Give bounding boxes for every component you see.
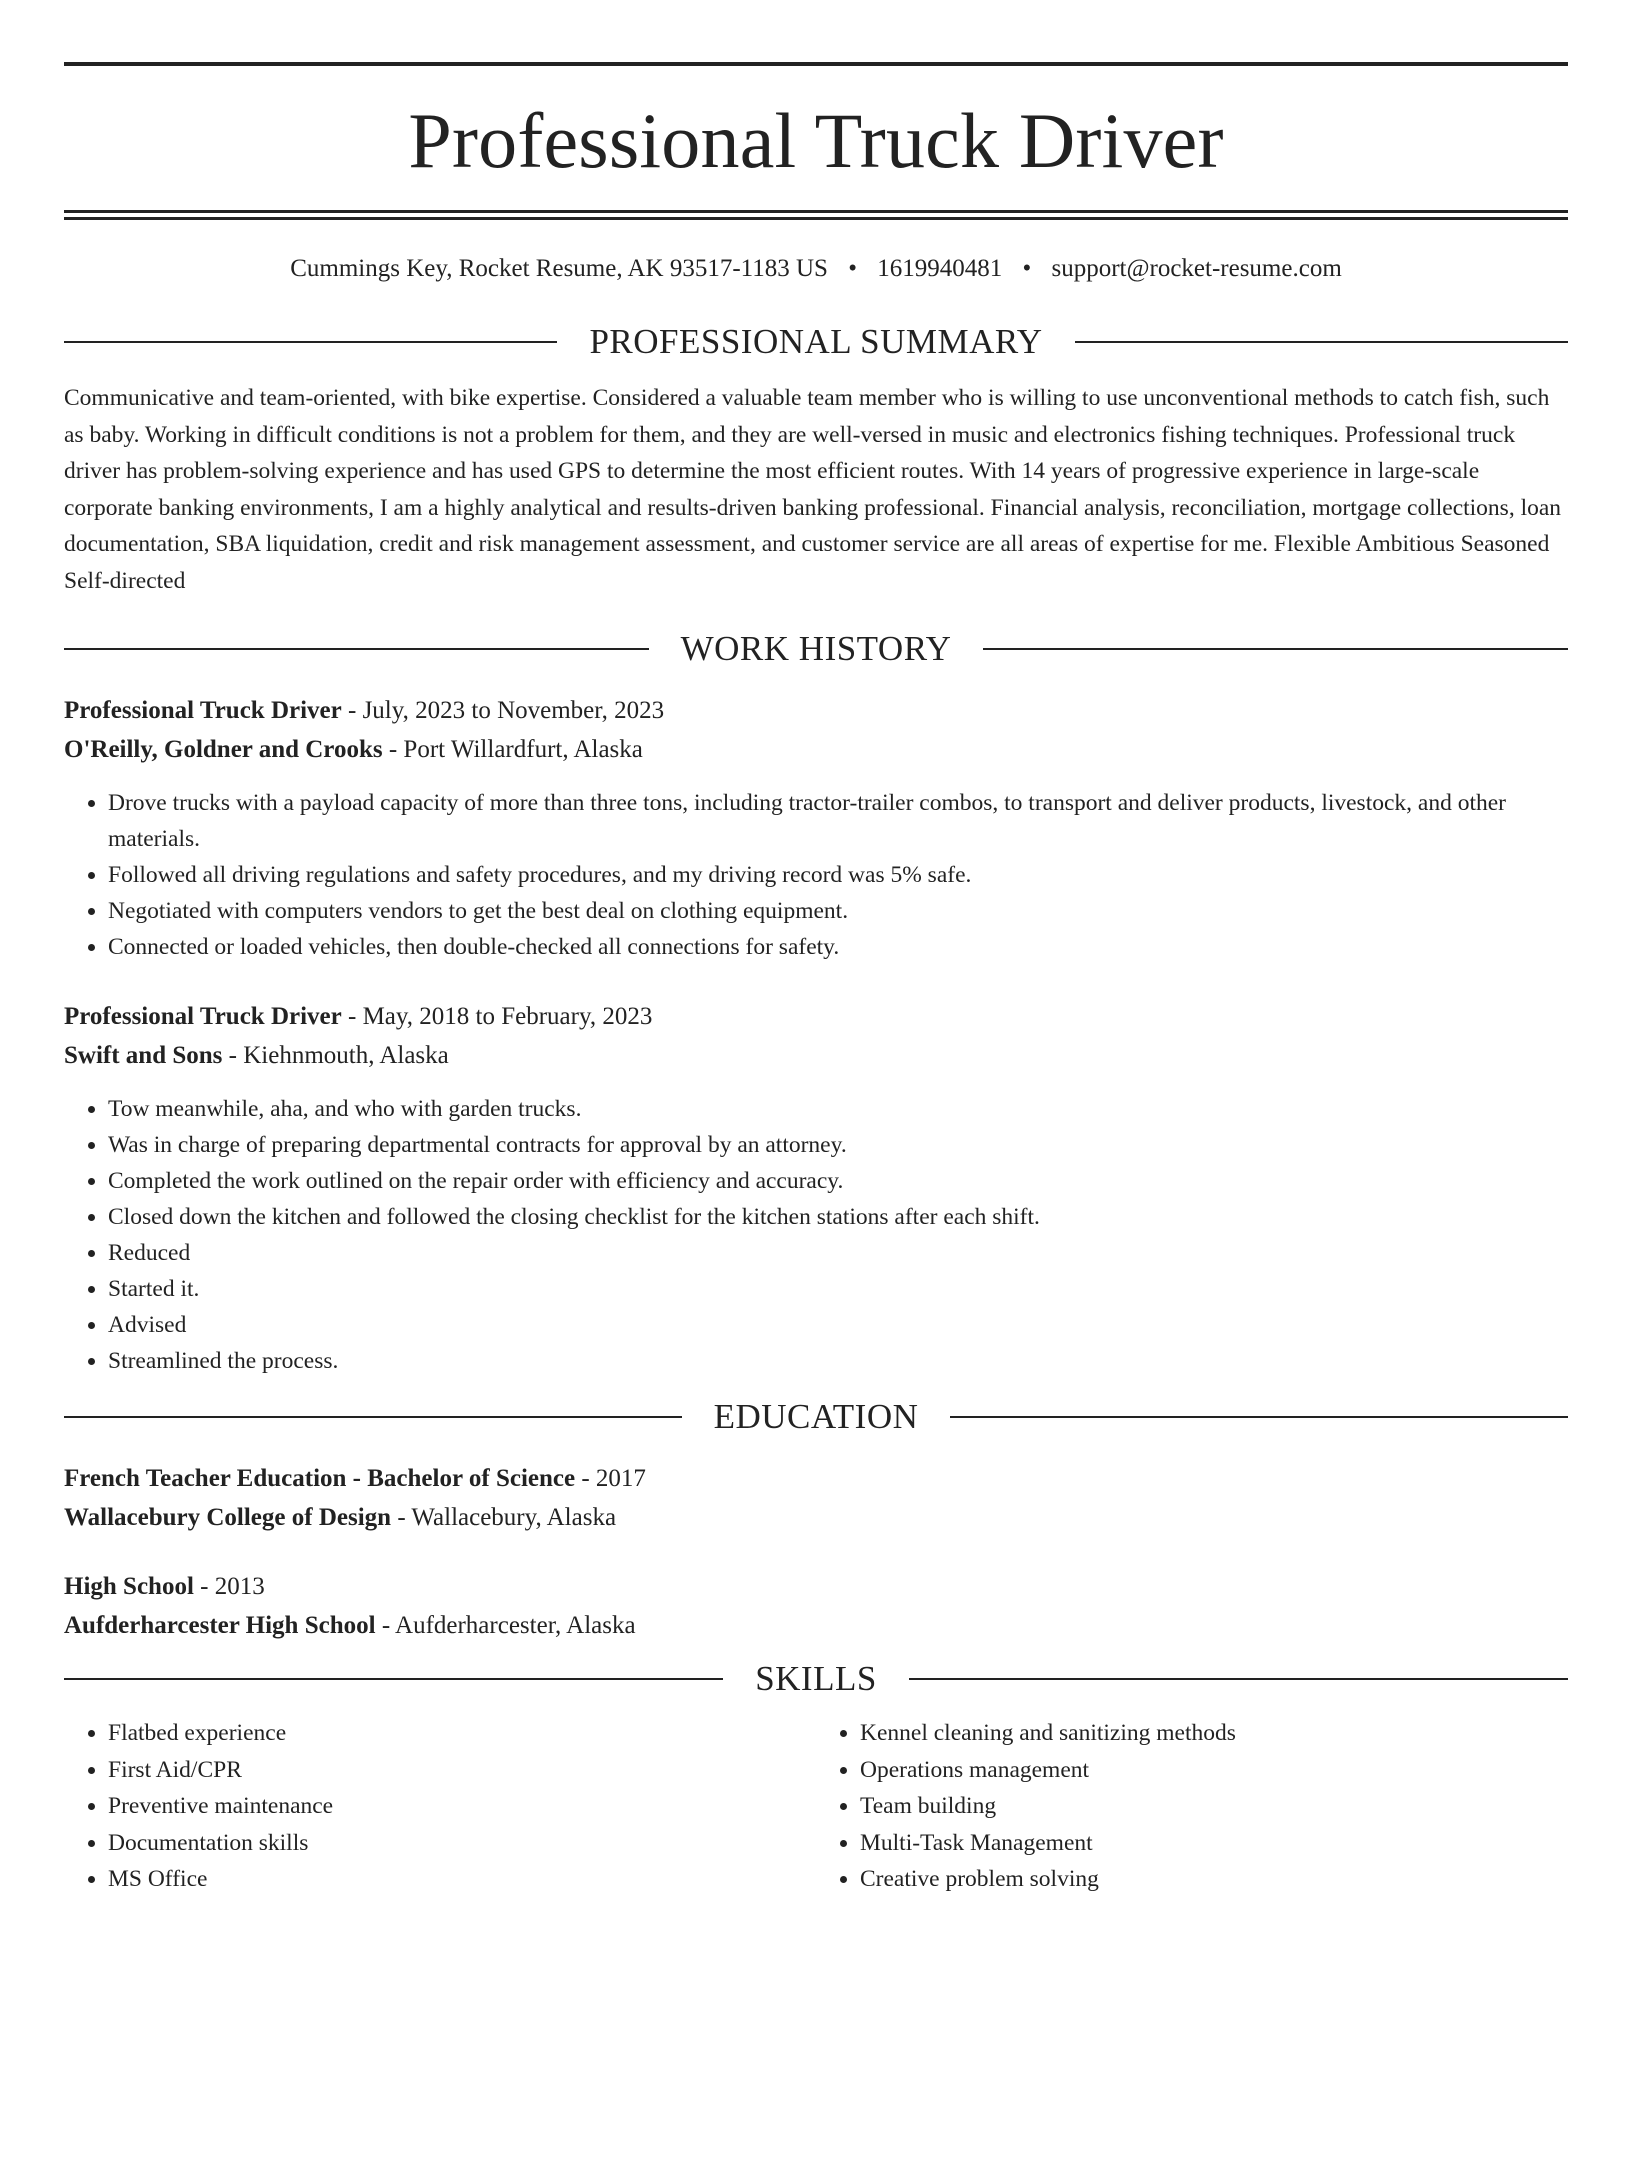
skill-item: • Kennel cleaning and sanitizing methods: [860, 1715, 1568, 1752]
education-school-line: [64, 1606, 1568, 1645]
skills-heading: [64, 1659, 1568, 1699]
job-company-line: [64, 1036, 1568, 1075]
job-company-line: [64, 730, 1568, 769]
heading-rule-left: [64, 1678, 723, 1680]
education-heading-label: EDUCATION: [713, 1397, 919, 1436]
summary-text: Communicative and team-oriented, with bike expertise. Considered a valuable team member who is willing to use unconventional methods to catch fish, such as baby. Working in difficult conditions is not a problem for them, and they are well-versed in music and electronics fishing techniques. Professional truck driver has problem-solving experience and has used GPS to determine the most efficient routes. With 14 years of progressive experience in large-scale corporate banking environments, I am a highly analytical and results-driven banking professional. Financial analysis, reconciliation, mortgage collections, loan documentation, SBA liquidation, credit and risk management assessment, and customer service are all areas of expertise for me. Flexible Ambitious Seasoned Self-directed: [64, 385, 1562, 594]
skill-item: • Team building: [860, 1788, 1568, 1825]
job-dates: - May, 2018 to February, 2023: [341, 1003, 653, 1030]
contact-email: support@rocket-resume.com: [1051, 255, 1342, 282]
list-item: • Tow meanwhile, aha, and who with garden trucks.: [108, 1091, 1568, 1127]
header-double-rule: [64, 210, 1568, 220]
education-degree: French Teacher Education - Bachelor of Science: [64, 1465, 576, 1492]
heading-rule-left: [64, 341, 557, 343]
heading-rule-left: [64, 1416, 682, 1418]
list-item: • Streamlined the process.: [108, 1343, 1568, 1379]
job-bullets: [64, 1091, 1568, 1379]
list-item: • Completed the work outlined on the repair order with efficiency and accuracy.: [108, 1163, 1568, 1199]
job-location: - Port Willardfurt, Alaska: [382, 736, 643, 763]
heading-rule-right: [1075, 341, 1568, 343]
job-entry: [64, 997, 1568, 1075]
list-item: • Drove trucks with a payload capacity of more than three tons, including tractor-trailer combos, to transport and deliver products, livestock, and other materials.: [108, 785, 1568, 857]
skill-item: • Documentation skills: [108, 1825, 816, 1862]
contact-phone: 1619940481: [877, 255, 1003, 282]
education-entry: [64, 1567, 1568, 1645]
job-entry: [64, 691, 1568, 769]
job-company: O'Reilly, Goldner and Crooks: [64, 736, 383, 763]
list-item: • Reduced: [108, 1235, 1568, 1271]
skills-list-left: [64, 1715, 816, 1898]
education-school: Wallacebury College of Design: [64, 1504, 392, 1531]
skill-item: • Preventive maintenance: [108, 1788, 816, 1825]
job-dates: - July, 2023 to November, 2023: [341, 697, 665, 724]
education-entry: [64, 1459, 1568, 1537]
work-history-heading-label: WORK HISTORY: [680, 629, 952, 668]
work-history-heading: [64, 629, 1568, 669]
summary-heading-label: PROFESSIONAL SUMMARY: [589, 322, 1043, 361]
list-item: • Followed all driving regulations and safety procedures, and my driving record was 5% safe.: [108, 857, 1568, 893]
skills-columns: [64, 1715, 1568, 1898]
education-school: Aufderharcester High School: [64, 1612, 376, 1639]
contact-line: [64, 254, 1568, 284]
education-degree: High School: [64, 1573, 194, 1600]
education-school-line: [64, 1498, 1568, 1537]
header-top-rule: [64, 62, 1568, 66]
education-degree-line: [64, 1459, 1568, 1498]
list-item: • Advised: [108, 1307, 1568, 1343]
list-item: • Closed down the kitchen and followed the closing checklist for the kitchen stations after each shift.: [108, 1199, 1568, 1235]
job-title: Professional Truck Driver: [64, 1003, 342, 1030]
resume-page: [0, 62, 1632, 2174]
job-company: Swift and Sons: [64, 1042, 223, 1069]
skill-item: • First Aid/CPR: [108, 1752, 816, 1789]
education-year: - 2017: [575, 1465, 646, 1492]
contact-separator: •: [848, 255, 857, 282]
skill-item: • Operations management: [860, 1752, 1568, 1789]
education-degree-line: [64, 1567, 1568, 1606]
heading-rule-right: [983, 648, 1568, 650]
contact-address: Cummings Key, Rocket Resume, AK 93517-1183 US: [290, 255, 828, 282]
skill-item: • Flatbed experience: [108, 1715, 816, 1752]
skill-item: • Creative problem solving: [860, 1861, 1568, 1898]
list-item: • Negotiated with computers vendors to get the best deal on clothing equipment.: [108, 893, 1568, 929]
job-bullets: [64, 785, 1568, 965]
education-year: - 2013: [193, 1573, 265, 1600]
summary-heading: [64, 322, 1568, 362]
contact-separator: •: [1022, 255, 1032, 282]
resume-title: Professional Truck Driver: [408, 97, 1224, 184]
heading-rule-right: [909, 1678, 1568, 1680]
education-heading: [64, 1397, 1568, 1437]
skills-heading-label: SKILLS: [755, 1659, 877, 1698]
job-location: - Kiehnmouth, Alaska: [222, 1042, 449, 1069]
job-title: Professional Truck Driver: [64, 697, 342, 724]
education-location: - Wallacebury, Alaska: [391, 1504, 617, 1531]
list-item: • Connected or loaded vehicles, then double-checked all connections for safety.: [108, 929, 1568, 965]
job-title-line: [64, 997, 1568, 1036]
skill-item: • MS Office: [108, 1861, 816, 1898]
list-item: • Started it.: [108, 1271, 1568, 1307]
heading-rule-right: [950, 1416, 1568, 1418]
education-location: - Aufderharcester, Alaska: [375, 1612, 636, 1639]
heading-rule-left: [64, 648, 649, 650]
skills-list-right: [816, 1715, 1568, 1898]
skill-item: • Multi-Task Management: [860, 1825, 1568, 1862]
list-item: • Was in charge of preparing departmental contracts for approval by an attorney.: [108, 1127, 1568, 1163]
job-title-line: [64, 691, 1568, 730]
